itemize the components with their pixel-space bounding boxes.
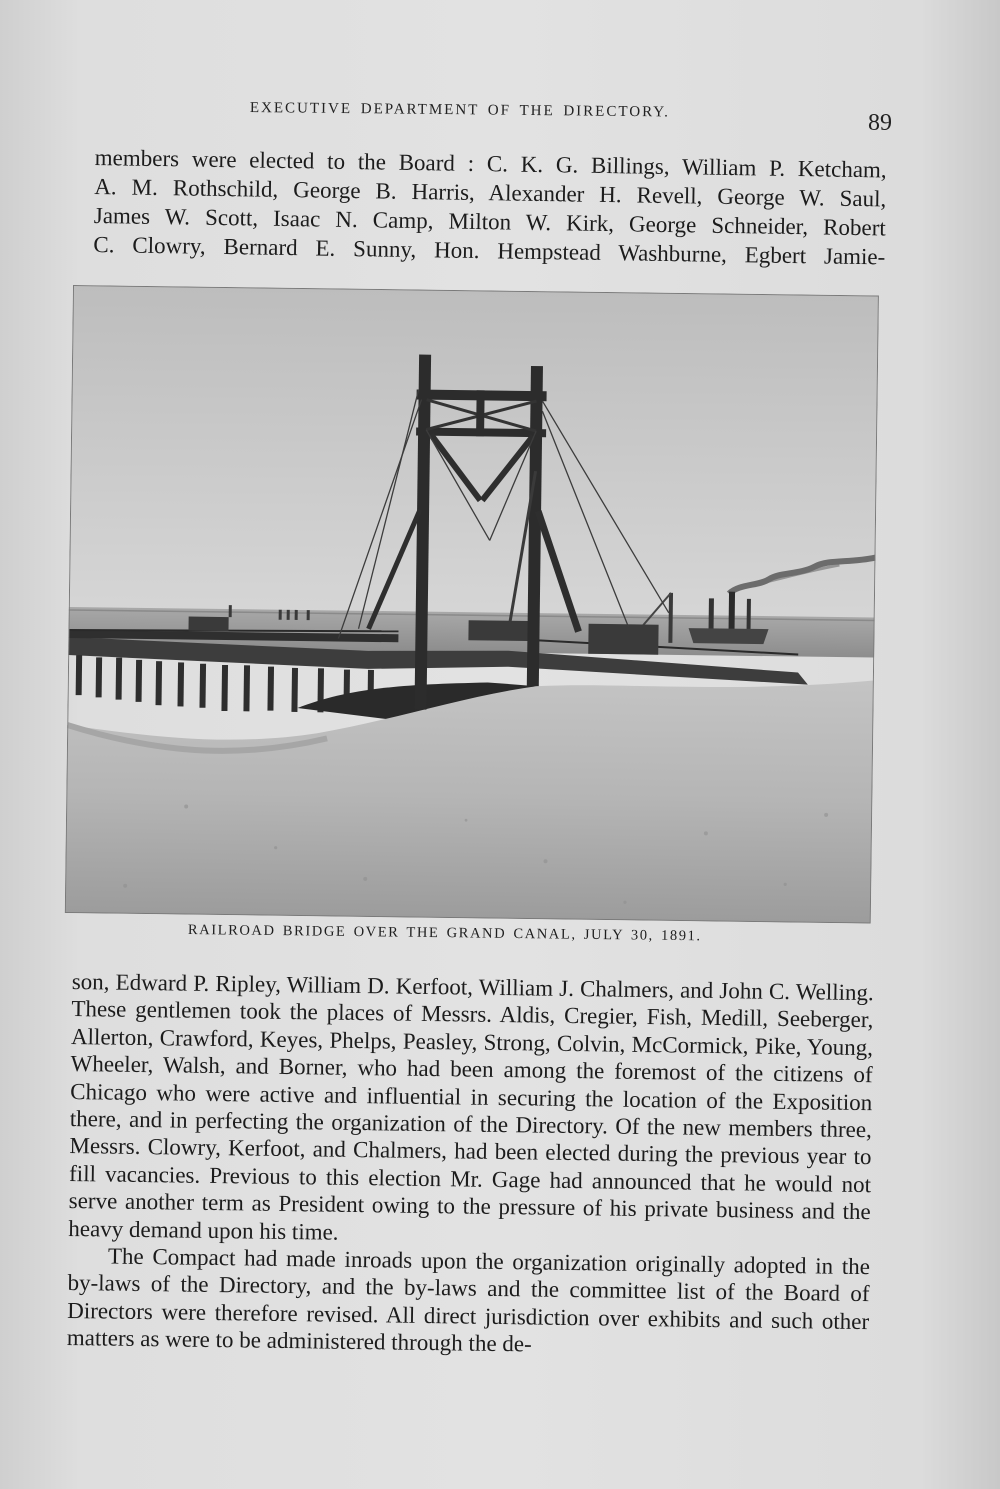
text-line: James W. Scott, Isaac N. Camp, Milton W. Kirk, George Schneider, Robert [93, 202, 886, 241]
text-line: A. M. Rothschild, George B. Harris, Alexander H. Revell, George W. Saul, [94, 173, 887, 212]
figure-caption: RAILROAD BRIDGE OVER THE GRAND CANAL, JULY 30, 1891. [187, 922, 702, 945]
page-number: 89 [868, 110, 892, 136]
running-head: EXECUTIVE DEPARTMENT OF THE DIRECTORY. [249, 100, 671, 121]
text-line: members were elected to the Board : C. K. G. Billings, William P. Ketcham, [94, 144, 887, 183]
text-line: C. Clowry, Bernard E. Sunny, Hon. Hempstead Washburne, Egbert Jamie- [93, 231, 886, 270]
bridge-photograph [65, 285, 879, 923]
paragraph: The Compact had made inroads upon the organization originally adopted in the by-laws of the Directory, and the by-laws and the committee list of the Board of Directors were therefore revised. All direct jurisdiction over exhibits and such other matters as were to be administered through the de- [66, 1243, 871, 1357]
body-text-top [93, 143, 887, 271]
paragraph: son, Edward P. Ripley, William D. Kerfoot, William J. Chalmers, and John C. Welling. These gentlemen took the places of Messrs. Aldis, Cregier, Fish, Medill, Seeberger, Allerton, Crawford, Keyes, Phelps, Peasley, Strong, Colvin, McCormick, Pike, Young, Wheeler, Walsh, and Borner, who had been among the foremost of the citizens of Chicago who were active and influential in securing the location of the Exposition there, and in perfecting the organization of the Directory. Of the new members three, Messrs. Clowry, Kerfoot, and Chalmers, had been elected during the previous year to fill vacancies. Previous to this election Mr. Gage had announced that he would not serve another term as President owing to the pressure of his private business and the heavy demand upon his time. [68, 968, 874, 1245]
body-text-bottom [67, 968, 874, 1363]
